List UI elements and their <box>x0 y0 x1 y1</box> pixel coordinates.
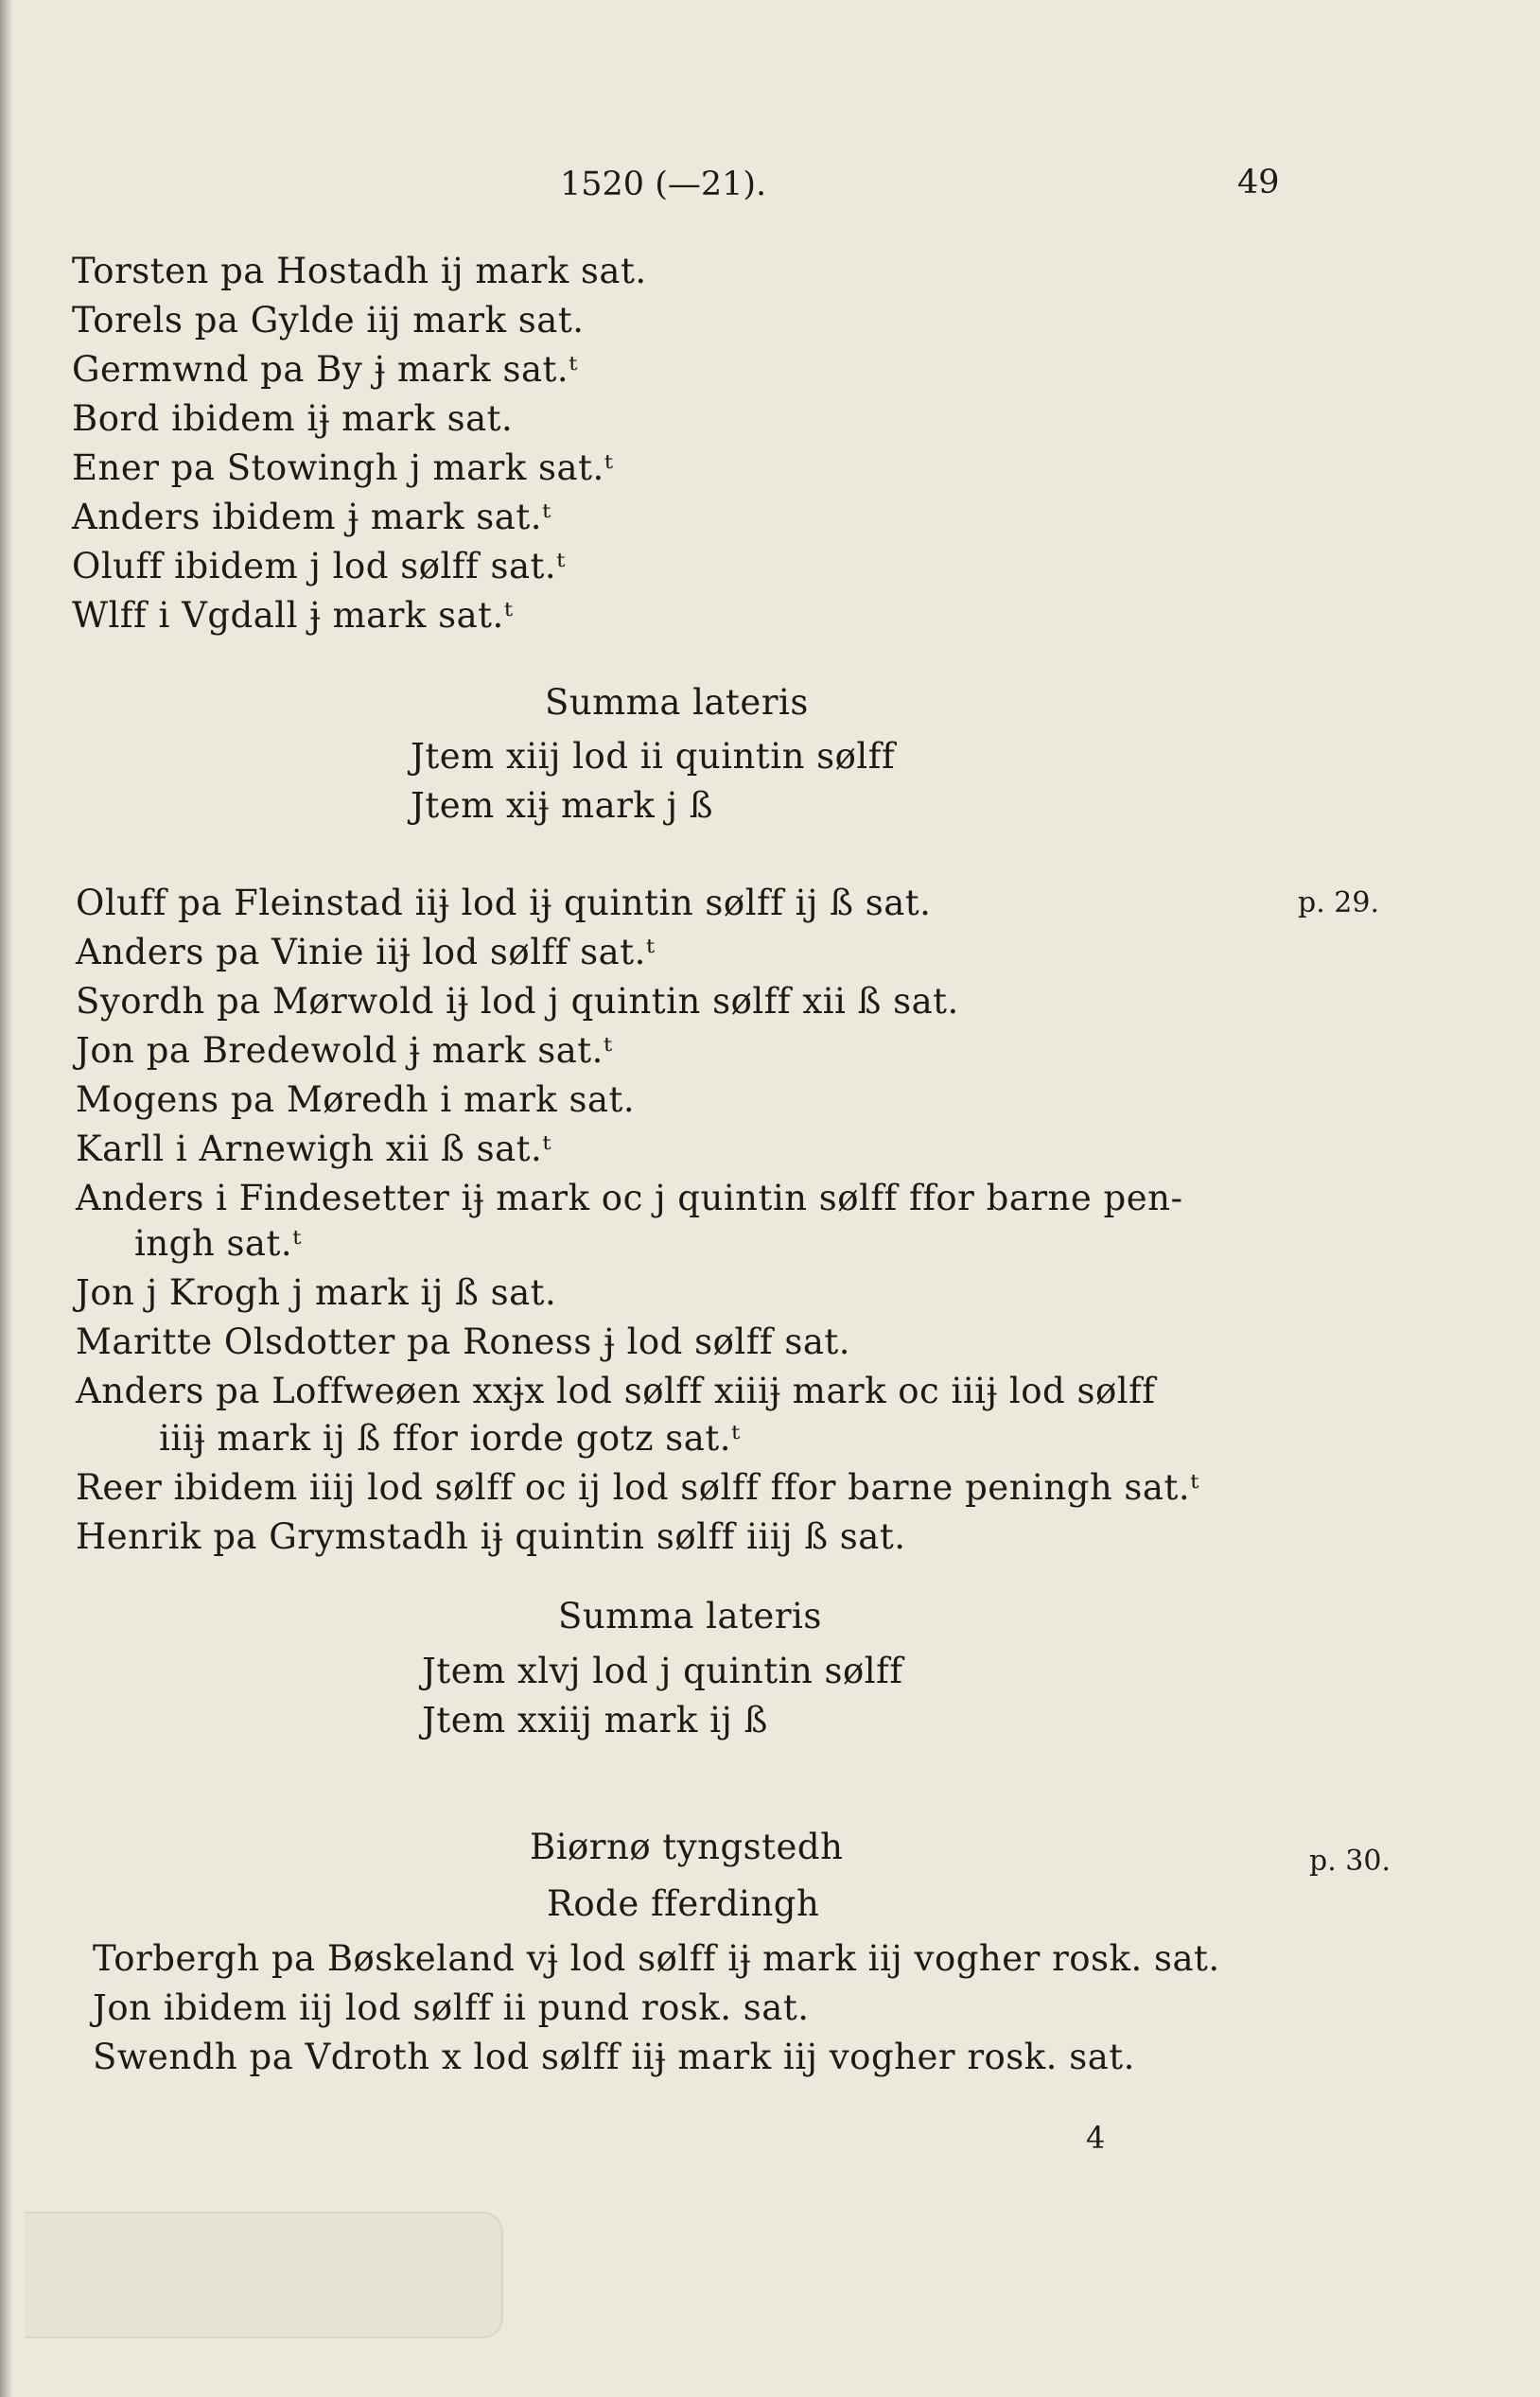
entry-line: Syordh pa Mørwold iɉ lod j quintin sølff xii ß sat. <box>76 981 959 1022</box>
entry-line: Jon j Krogh j mark ij ß sat. <box>76 1272 557 1313</box>
summa-item: Jtem xiij lod ii quintin sølff <box>411 736 896 777</box>
summa-title: Summa lateris <box>545 682 809 723</box>
margin-page-reference: p. 29. <box>1298 886 1379 919</box>
paper-tab-mark <box>25 2212 503 2338</box>
entry-line: Jon pa Bredewold ɉ mark sat.ᵗ <box>76 1030 613 1071</box>
section-heading: Biørnø tyngstedh <box>530 1827 844 1867</box>
entry-line: Ener pa Stowingh j mark sat.ᵗ <box>72 447 614 488</box>
entry-line-continued: iiiɉ mark ij ß ffor iorde gotz sat.ᵗ <box>159 1418 741 1459</box>
entry-line: Reer ibidem iiij lod sølff oc ij lod sølff ffor barne peningh sat.ᵗ <box>76 1467 1199 1508</box>
entry-line: Oluff pa Fleinstad iiɉ lod iɉ quintin sølff ij ß sat. <box>76 883 932 923</box>
signature-mark: 4 <box>1086 2120 1106 2156</box>
entry-line: Anders i Findesetter iɉ mark oc j quintin sølff ffor barne pen- <box>76 1178 1183 1218</box>
entry-line: Jon ibidem iij lod sølff ii pund rosk. sat. <box>93 1987 810 2028</box>
entry-line: Germwnd pa By ɉ mark sat.ᵗ <box>72 349 578 390</box>
entry-line: Anders ibidem ɉ mark sat.ᵗ <box>72 497 551 537</box>
entry-line: Wlff i Vgdall ɉ mark sat.ᵗ <box>72 595 514 636</box>
entry-line: Oluff ibidem j lod sølff sat.ᵗ <box>72 546 566 586</box>
entry-line: Mogens pa Møredh i mark sat. <box>76 1079 636 1120</box>
section-subheading: Rode fferdingh <box>547 1883 820 1924</box>
summa-item: Jtem xlvj lod j quintin sølff <box>422 1651 903 1691</box>
entry-line: Torsten pa Hostadh ij mark sat. <box>72 251 647 291</box>
entry-line: Henrik pa Grymstadh iɉ quintin sølff iiij ß sat. <box>76 1516 906 1557</box>
summa-item: Jtem xiɉ mark j ß <box>411 785 714 826</box>
entry-line-continued: ingh sat.ᵗ <box>134 1223 302 1264</box>
entry-line: Maritte Olsdotter pa Roness ɉ lod sølff sat. <box>76 1321 851 1362</box>
running-head-page-number: 49 <box>1237 164 1280 201</box>
entry-line: Anders pa Vinie iiɉ lod sølff sat.ᵗ <box>76 932 656 972</box>
entry-line: Karll i Arnewigh xii ß sat.ᵗ <box>76 1129 551 1169</box>
margin-page-reference: p. 30. <box>1309 1845 1391 1878</box>
entry-line: Bord ibidem iɉ mark sat. <box>72 398 514 439</box>
page-spine-shadow <box>0 0 13 2397</box>
entry-line: Swendh pa Vdroth x lod sølff iiɉ mark iij vogher rosk. sat. <box>93 2037 1135 2077</box>
summa-title: Summa lateris <box>558 1596 822 1636</box>
running-head-year: 1520 (—21). <box>560 166 767 203</box>
entry-line: Torels pa Gylde iij mark sat. <box>72 300 585 341</box>
entry-line: Torbergh pa Bøskeland vɉ lod sølff iɉ mark iij vogher rosk. sat. <box>93 1938 1220 1979</box>
summa-item: Jtem xxiij mark ij ß <box>422 1700 768 1741</box>
entry-line: Anders pa Loffweøen xxɉx lod sølff xiiiɉ mark oc iiiɉ lod sølff <box>76 1371 1156 1411</box>
